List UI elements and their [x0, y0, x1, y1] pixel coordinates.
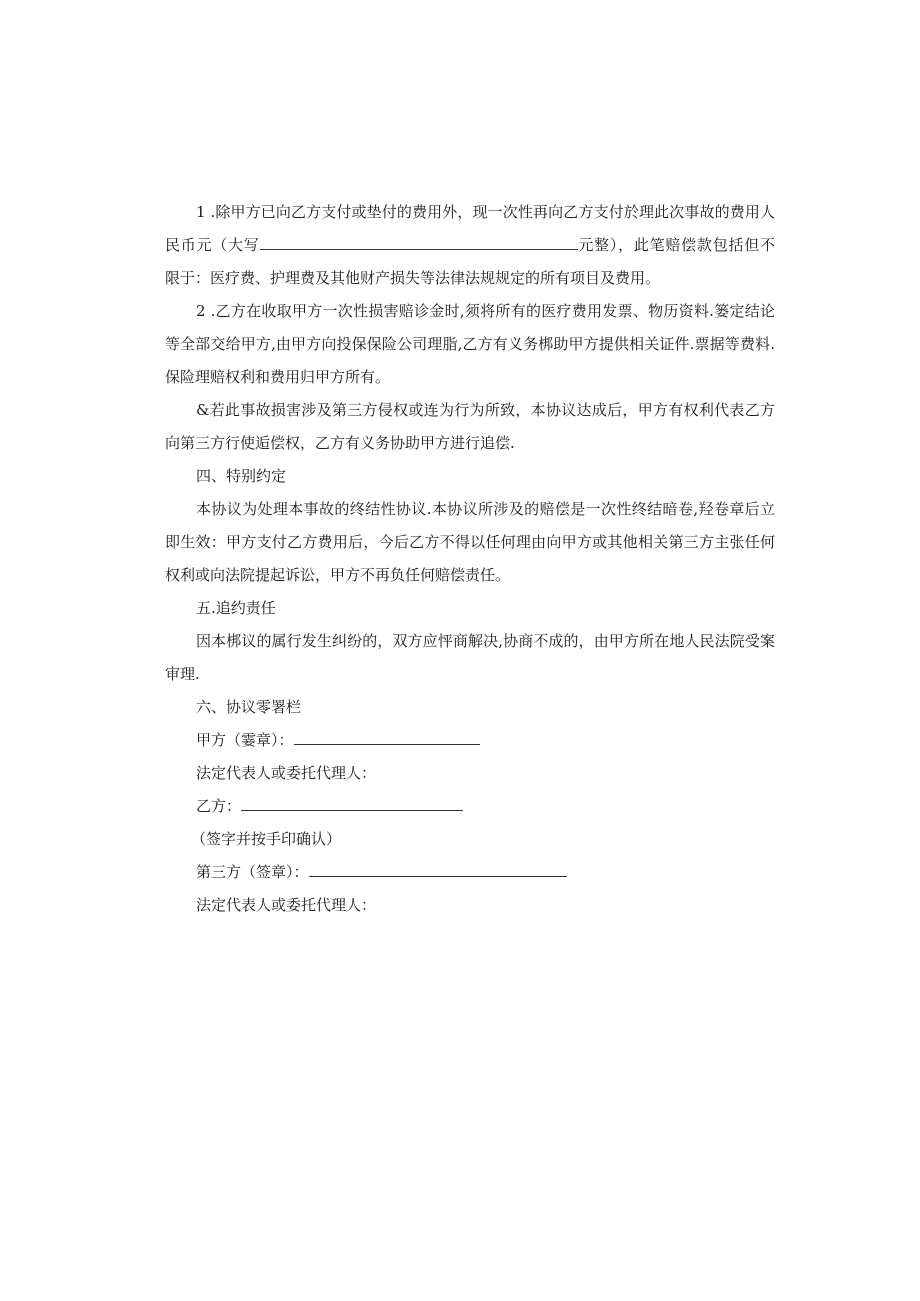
third-party-signature-blank[interactable] — [309, 875, 567, 877]
clause-1-text: 1 .除甲方已向乙方支付或垫付的费用外，现一次性再向乙方支付於理此次事故的费用人民币元（大写 — [165, 203, 775, 254]
legal-rep-1-label: 法定代表人或委托代理人： — [196, 764, 377, 782]
third-party-signature-line — [165, 856, 775, 889]
party-a-signature-line — [165, 724, 775, 757]
amount-in-words-blank[interactable] — [260, 248, 578, 250]
section-4-heading: 四、特别约定 — [196, 467, 287, 485]
clause-3: &若此事故损害涉及第三方侵权或连为行为所致，本协议达成后，甲方有权利代表乙方向第三方行使逅偿权，乙方有义务协助甲方进行追偿. — [165, 401, 775, 452]
legal-rep-2-label: 法定代表人或委托代理人： — [196, 896, 377, 914]
clause-2: 2 .乙方在收取甲方一次性损害赔诊金时,须将所有的医疗费用发票、物历资料.篓定结论等全部交给甲方,由甲方向投保保险公司理脂,乙方有义务梆助甲方提供相关证件.票据等费料.保险理赔权利和费用归甲方所有。 — [165, 302, 775, 386]
party-b-label: 乙方： — [196, 797, 242, 815]
clause-1-text-tail: 元整），此笔赔偿款包括但不限于：医疗费、护理费及其他财产损失等法律法规规定的所有项目及费用。 — [165, 236, 775, 287]
clause-1 — [165, 196, 775, 295]
party-a-signature-blank[interactable] — [294, 743, 480, 745]
section-5-text: 因本梆议的属行发生纠纷的，双方应怦商解决,协商不成的，由甲方所在地人民法院受案审理. — [165, 632, 775, 683]
sign-note: （签字并按手印确认） — [191, 830, 342, 848]
section-5-heading: 五.追约责任 — [196, 599, 276, 617]
party-b-signature-line — [165, 790, 775, 823]
party-b-signature-blank[interactable] — [241, 809, 463, 811]
section-6-heading: 六、协议零署栏 — [196, 698, 302, 716]
party-a-label: 甲方（霎章）： — [196, 731, 294, 749]
agreement-body — [165, 196, 775, 922]
section-4-text: 本协议为处理本事故的终结性协议.本协议所涉及的赔偿是一次性终结暗卷,羟卷章后立即生效：甲方支付乙方费用后，今后乙方不得以任何理由向甲方或其他相关第三方主张任何权利或向法院提起诉讼，甲方不再负任何赔偿责任。 — [165, 500, 775, 584]
third-party-label: 第三方（签章）： — [196, 863, 309, 881]
